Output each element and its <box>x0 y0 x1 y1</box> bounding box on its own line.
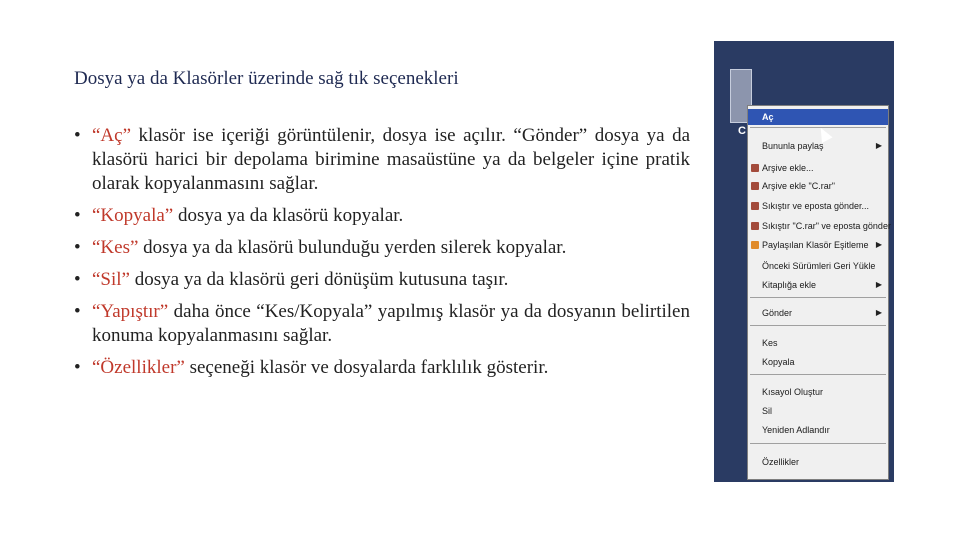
menu-item-add-to-crar[interactable]: Arşive ekle "C.rar" <box>748 178 888 194</box>
archive-icon <box>751 202 759 210</box>
desktop-item-label: C <box>738 125 746 137</box>
submenu-arrow-icon: ▶ <box>875 240 882 249</box>
menu-item-compress-crar-email[interactable]: Sıkıştır "C.rar" ve eposta gönder <box>748 218 888 234</box>
menu-separator <box>750 443 886 444</box>
bullet-text: dosya ya da klasörü geri dönüşüm kutusuna taşır. <box>130 269 509 290</box>
menu-item-add-to-library[interactable]: Kitaplığa ekle ▶ <box>748 277 888 293</box>
menu-separator <box>750 374 886 375</box>
archive-icon <box>751 182 759 190</box>
submenu-arrow-icon: ▶ <box>875 308 882 317</box>
menu-item-create-shortcut[interactable]: Kısayol Oluştur <box>762 387 824 397</box>
bullet-keyword: “Özellikler” <box>92 357 185 378</box>
bullet-text: daha önce “Kes/Kopyala” yapılmış klasör ya da dosyanın belirtilen konuma kopyalanmasını sağlar. <box>92 301 690 346</box>
menu-item-share-with[interactable]: Bununla paylaş ▶ <box>748 138 888 154</box>
menu-item-compress-email[interactable]: Sıkıştır ve eposta gönder... <box>748 198 888 214</box>
menu-separator <box>750 325 886 326</box>
archive-icon <box>751 164 759 172</box>
bullet-text: dosya ya da klasörü kopyalar. <box>173 205 404 226</box>
bullet-item <box>74 124 690 196</box>
bullet-item <box>74 300 690 348</box>
bullet-keyword: “Sil” <box>92 269 130 290</box>
bullet-item <box>74 236 690 260</box>
archive-icon <box>751 222 759 230</box>
context-menu-screenshot <box>714 41 894 482</box>
menu-item-restore-previous-versions[interactable]: Önceki Sürümleri Geri Yükle <box>762 261 876 271</box>
context-menu <box>747 105 889 480</box>
menu-item-rename[interactable]: Yeniden Adlandır <box>762 425 830 435</box>
bullet-keyword: “Yapıştır” <box>92 301 169 322</box>
menu-item-delete[interactable]: Sil <box>762 406 773 416</box>
bullet-item <box>74 268 690 292</box>
menu-item-cut[interactable]: Kes <box>762 338 778 348</box>
bullet-keyword: “Kes” <box>92 237 139 258</box>
menu-item-add-to-archive[interactable]: Arşive ekle... <box>748 160 888 176</box>
bullet-text: klasör ise içeriği görüntülenir, dosya ise açılır. “Gönder” dosya ya da klasörü harici bir depolama birimine masaüstüne ya da belgeler içine pratik olarak kopyalanmasını sağlar. <box>92 125 690 194</box>
bullet-item <box>74 204 690 228</box>
menu-item-shared-folder-sync[interactable]: Paylaşılan Klasör Eşitleme ▶ <box>748 237 888 253</box>
slide-title: Dosya ya da Klasörler üzerinde sağ tık seçenekleri <box>74 68 459 89</box>
menu-item-send-to[interactable]: Gönder ▶ <box>748 305 888 321</box>
bullet-item <box>74 356 690 380</box>
sync-icon <box>751 241 759 249</box>
bullet-list <box>74 124 690 388</box>
submenu-arrow-icon: ▶ <box>875 280 882 289</box>
bullet-text: dosya ya da klasörü bulunduğu yerden silerek kopyalar. <box>138 237 567 258</box>
menu-item-copy[interactable]: Kopyala <box>762 357 795 367</box>
submenu-arrow-icon: ▶ <box>875 141 882 150</box>
bullet-text: seçeneği klasör ve dosyalarda farklılık gösterir. <box>184 357 549 378</box>
bullet-keyword: “Aç” <box>92 125 132 146</box>
bullet-keyword: “Kopyala” <box>92 205 174 226</box>
menu-separator <box>750 297 886 298</box>
menu-item-properties[interactable]: Özellikler <box>762 457 800 467</box>
menu-item-open[interactable]: Aç <box>748 109 888 125</box>
